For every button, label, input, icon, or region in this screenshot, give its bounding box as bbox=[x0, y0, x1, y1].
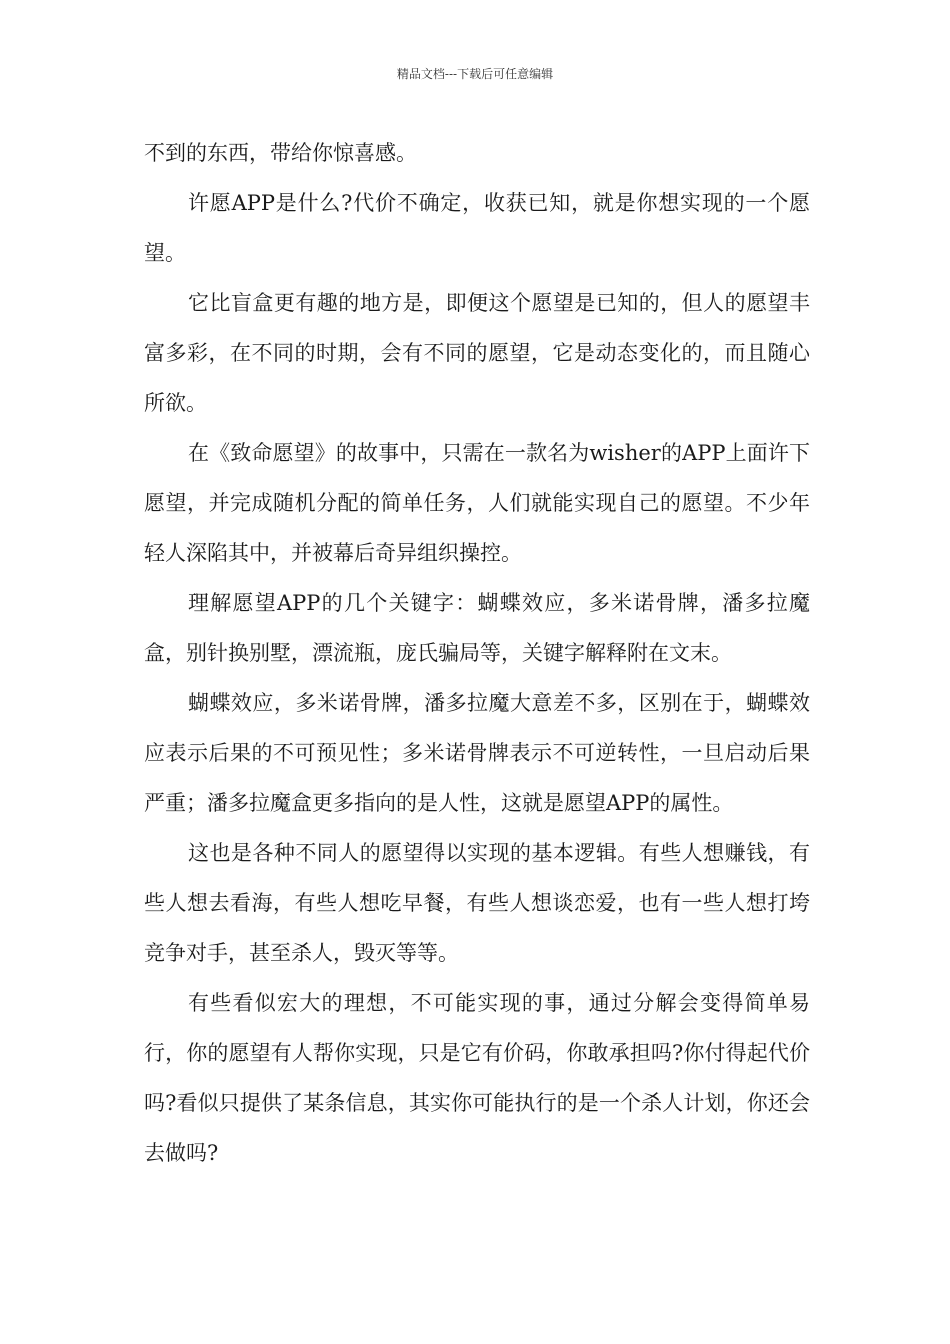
paragraph-7: 这也是各种不同人的愿望得以实现的基本逻辑。有些人想赚钱，有些人想去看海，有些人想吃早餐，有些人想谈恋爱，也有一些人想打垮竞争对手，甚至杀人，毁灭等等。 bbox=[144, 841, 810, 965]
paragraph-3: 它比盲盒更有趣的地方是，即便这个愿望是已知的，但人的愿望丰富多彩，在不同的时期，会有不同的愿望，它是动态变化的，而且随心所欲。 bbox=[144, 291, 810, 415]
paragraph-6: 蝴蝶效应，多米诺骨牌，潘多拉魔大意差不多，区别在于，蝴蝶效应表示后果的不可预见性；多米诺骨牌表示不可逆转性，一旦启动后果严重；潘多拉魔盒更多指向的是人性，这就是愿望APP的属性。 bbox=[144, 691, 810, 815]
page-header: 精品文档---下载后可任意编辑 bbox=[396, 67, 554, 81]
paragraph-5: 理解愿望APP的几个关键字：蝴蝶效应，多米诺骨牌，潘多拉魔盒，别针换别墅，漂流瓶，庞氏骗局等，关键字解释附在文末。 bbox=[144, 591, 810, 665]
paragraph-1: 不到的东西，带给你惊喜感。 bbox=[144, 141, 417, 165]
paragraph-2: 许愿APP是什么?代价不确定，收获已知，就是你想实现的一个愿望。 bbox=[144, 191, 810, 265]
paragraph-8: 有些看似宏大的理想，不可能实现的事，通过分解会变得简单易行，你的愿望有人帮你实现，只是它有价码，你敢承担吗?你付得起代价吗?看似只提供了某条信息，其实你可能执行的是一个杀人计划，你还会去做吗? bbox=[144, 991, 810, 1165]
paragraph-4: 在《致命愿望》的故事中，只需在一款名为wisher的APP上面许下愿望，并完成随机分配的简单任务，人们就能实现自己的愿望。不少年轻人深陷其中，并被幕后奇异组织操控。 bbox=[144, 441, 810, 565]
document-body bbox=[144, 128, 810, 1178]
